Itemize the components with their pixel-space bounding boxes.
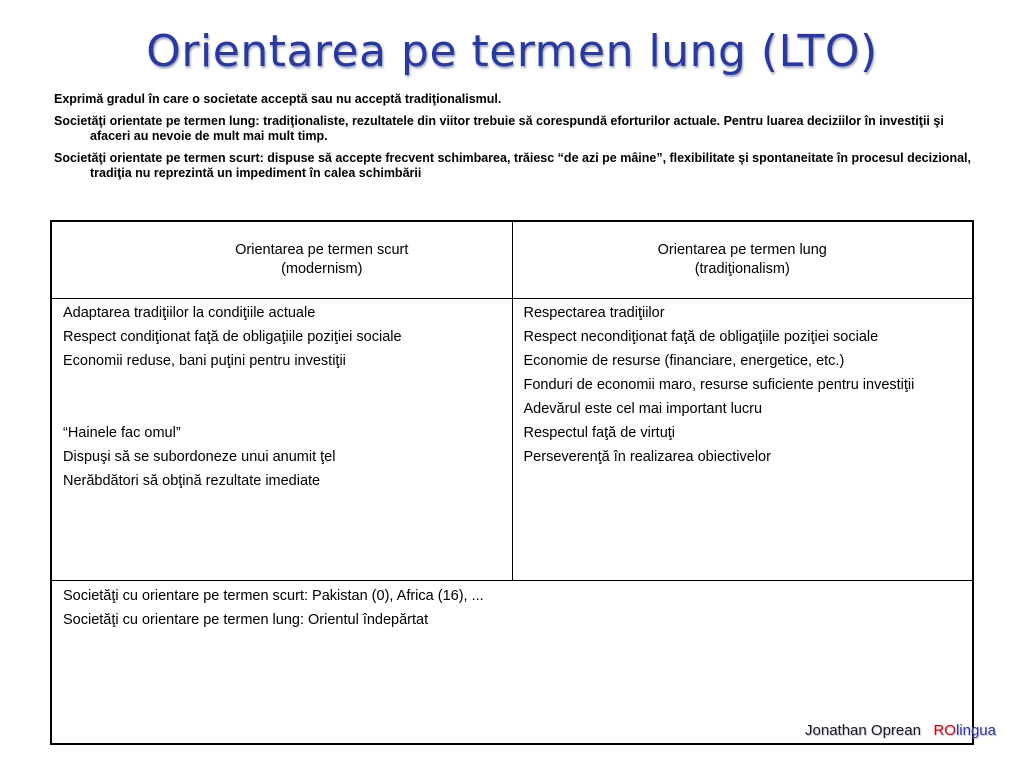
list-item: Economii reduse, bani puţini pentru investiţii (63, 353, 346, 369)
intro-paragraph-1: Exprimă gradul în care o societate acceptă sau nu acceptă tradiţionalismul. (54, 92, 502, 106)
table-header-row (51, 221, 973, 299)
list-item: Economie de resurse (financiare, energetice, etc.) (523, 353, 845, 369)
list-item: Perseverenţă în realizarea obiectivelor (523, 449, 771, 465)
list-item: “Hainele fac omul” (63, 425, 181, 441)
header-long-term: Orientarea pe termen lung (tradiţionalism) (512, 221, 973, 299)
slide-footer (805, 722, 996, 739)
header-short-term: Orientarea pe termen scurt (modernism) (51, 221, 512, 299)
list-item: Societăţi cu orientare pe termen scurt: Pakistan (0), Africa (16), ... (63, 588, 484, 604)
list-item: Respectul faţă de virtuţi (523, 425, 676, 441)
brand-logo-lingua: lingua (955, 722, 996, 739)
table-footer-row (51, 581, 973, 745)
list-item: Respectarea tradiţiilor (523, 305, 665, 321)
comparison-table (50, 220, 974, 745)
slide-title: Orientarea pe termen lung (LTO) (146, 26, 878, 77)
list-item: Respect condiţionat faţă de obligaţiile poziţiei sociale (63, 329, 402, 345)
intro-paragraph-3: Societăţi orientate pe termen scurt: dispuse să accepte frecvent schimbarea, trăiesc “de azi pe mâine”, flexibilitate şi spontaneitate în procesul decizional, tradiţia nu reprezintă un impediment în calea schimbării (54, 151, 971, 180)
author-name: Jonathan Oprean (805, 722, 921, 739)
list-item: Dispuşi să se subordoneze unui anumit ţel (63, 449, 336, 465)
table-body-row (51, 299, 973, 581)
examples-cell (51, 581, 973, 745)
list-item: Fonduri de economii maro, resurse suficiente pentru investiţii (523, 377, 915, 393)
list-item: Societăţi cu orientare pe termen lung: Orientul îndepărtat (63, 612, 429, 628)
list-item: Nerăbdători să obţină rezultate imediate (63, 473, 321, 489)
list-item: Respect necondiţionat faţă de obligaţiile poziţiei sociale (523, 329, 879, 345)
short-term-cell (51, 299, 512, 581)
list-item: Adaptarea tradiţiilor la condiţiile actuale (63, 305, 316, 321)
intro-paragraph-2: Societăţi orientate pe termen lung: tradiţionaliste, rezultatele din viitor trebuie să corespundă eforturilor actuale. Pentru luarea deciziilor în investiţii şi afaceri au nevoie de mult mai mult timp. (54, 114, 944, 143)
list-item: Adevărul este cel mai important lucru (523, 401, 763, 417)
brand-logo-ro: RO (933, 722, 956, 739)
intro-text (54, 92, 974, 188)
long-term-cell (512, 299, 973, 581)
